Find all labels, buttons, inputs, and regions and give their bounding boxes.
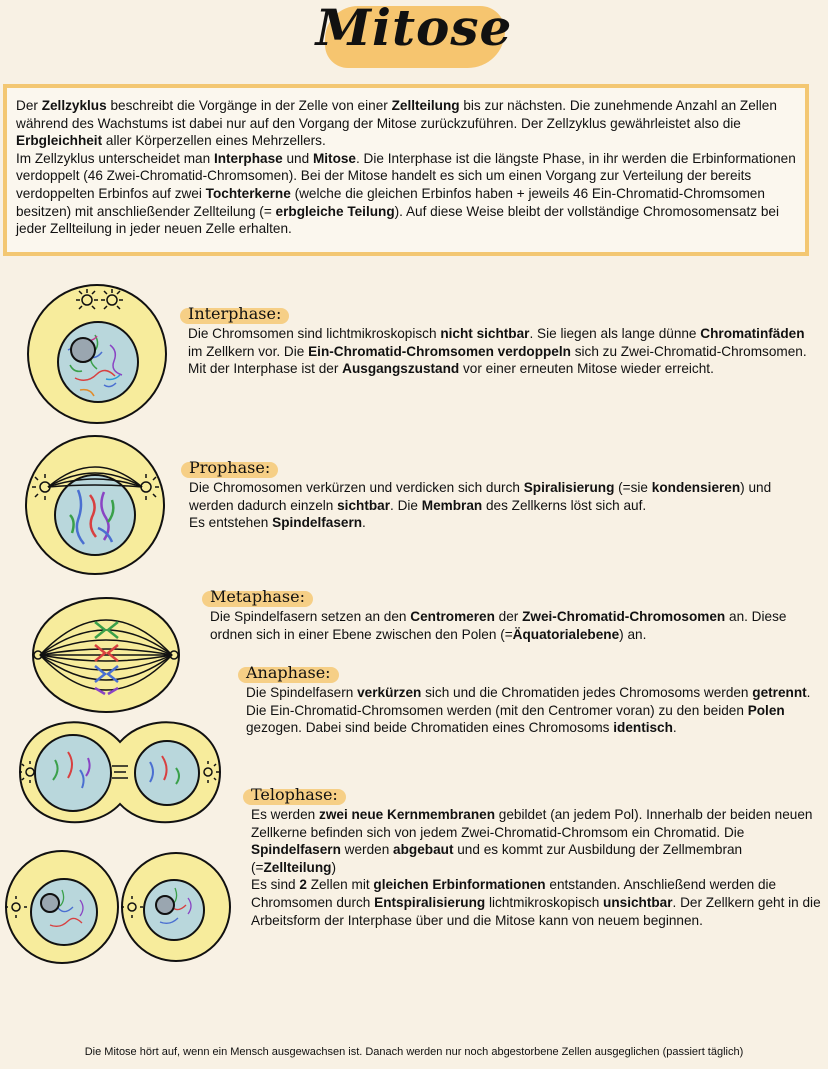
bold-term: kondensieren [651,480,741,495]
interphase-text: Die Chromsomen sind lichtmikroskopisch nicht sichtbar. Sie liegen als lange dünne Chromatinfäden im Zellkern vor. Die Ein-Chromatid-Chromsomen verdoppeln sich zu Zwei-Chromatid-Chromsomen. Mit der Interphase ist der Ausgangszustand vor einer erneuten Mitose wieder erreicht. [188,326,807,377]
bold-term: Interphase [213,150,283,166]
metaphase-text: Die Spindelfasern setzen an den Centromeren der Zwei-Chromatid-Chromosomen an. Diese ordnen sich in einer Ebene zwischen den Polen (=Äquatorialebene) an. [210,609,787,642]
bold-term: Centromeren [410,609,495,624]
telophase-dividing-cell-illustration [19,722,220,822]
bold-term: Mitose [312,150,356,166]
bold-term: gleichen Erbinformationen [373,877,546,893]
bold-term: Spindelfasern [251,842,341,858]
interphase-section [188,304,808,378]
bold-term: Ausgangszustand [342,361,460,377]
interphase-heading: Interphase: [184,304,287,324]
bold-term: Zellteilung [263,859,332,875]
bold-term: Polen [747,702,785,718]
interphase-cell-illustration [28,285,166,423]
telophase-section [251,785,821,929]
bold-term: nicht sichtbar [440,326,530,341]
bold-term: sichtbar [337,497,391,513]
metaphase-heading: Metaphase: [206,587,311,607]
bold-term: identisch [613,720,673,736]
bold-term: Entspiralisierung [374,894,486,910]
bold-term: Zellzyklus [41,98,107,113]
prophase-text: Die Chromosomen verkürzen und verdicken sich durch Spiralisierung (=sie kondensieren) und werden dadurch einzeln sichtbar. Die Membran des Zellkerns löst sich auf. [189,480,772,513]
bold-term: unsichtbar [603,894,673,910]
bold-term: Spindelfasern [272,515,363,531]
anaphase-text: Die Spindelfasern verkürzen sich und die Chromatiden jedes Chromosoms werden getrennt. Die Ein-Chromatid-Chromsomen werden (mit den Centromer voran) zu den beiden Polen gezogen. Dabei sind beide Chromatiden eines Chromosoms identisch. [246,685,811,736]
bold-term: Ein-Chromatid-Chromsomen verdoppeln [308,343,571,359]
page-title: Mitose [315,0,513,57]
metaphase-cell-illustration [33,598,179,712]
bold-term: Zellteilung [391,98,460,113]
bold-term: erbgleiche Teilung [275,203,395,219]
prophase-heading: Prophase: [185,458,276,478]
intro-paragraph-1: Der Zellzyklus beschreibt die Vorgänge in der Zelle von einer Zellteilung bis zur nächsten. Die zunehmende Anzahl an Zellen während des Wachstums ist dabei nur auf den Vorgang der Mitose zurückzuführen. Der Zellzyklus gewährleistet also die Erbgleichheit aller Körperzellen eines Mehrzellers. [16,98,777,149]
bold-term: 2 [299,877,307,893]
prophase-cell-illustration [26,436,164,574]
bold-term: Erbgleichheit [16,133,103,149]
bold-term: Tochterkerne [205,185,291,201]
anaphase-heading: Anaphase: [242,663,337,683]
anaphase-section [246,663,812,737]
prophase-text-2: Es entstehen Spindelfasern. [189,515,366,531]
bold-term: getrennt [752,685,807,700]
bold-term: verkürzen [357,685,422,700]
bold-term: abgebaut [393,842,454,858]
metaphase-section [210,587,824,643]
daughter-cells-illustration [5,851,230,963]
bold-term: Spiralisierung [523,480,615,495]
telophase-heading: Telophase: [247,785,344,805]
bold-term: Zwei-Chromatid-Chromosomen [522,609,726,624]
intro-paragraph-2: Im Zellzyklus unterscheidet man Interphase und Mitose. Die Interphase ist die längste Phase, in ihr werden die Erbinformationen verdoppelt (46 Zwei-Chromatid-Chromsomen). Bei der Mitose handelt es sich um einen Vorgang zur Verteilung der bereits verdoppelten Erbinfos auf zwei Tochterkerne (welche die gleichen Erbinfos haben + jeweils 46 Ein-Chromatid-Chromsomen besitzen) mit anschließender Zellteilung (= erbgleiche Teilung). Auf diese Weise bleibt der vollständige Chromosomensatz bei jeder Zellteilung in jeder neuen Zelle erhalten. [16,150,796,237]
telophase-text: Es werden zwei neue Kernmembranen gebildet (an jedem Pol). Innerhalb der beiden neuen Zellkerne befinden sich von jedem Zwei-Chromatid-Chromsom ein Chromatid. Die Spindelfasern werden abgebaut und es kommt zur Ausbildung der Zellmembran (=Zellteilung) [251,807,813,875]
bold-term: Membran [421,497,483,513]
footer-note: Die Mitose hört auf, wenn ein Mensch ausgewachsen ist. Danach werden nur noch abgestorbene Zellen ausgeglichen (passiert täglich) [84,1046,744,1058]
bold-term: zwei neue Kernmembranen [319,807,496,822]
telophase-text-2: Es sind 2 Zellen mit gleichen Erbinformationen entstanden. Anschließend werden die Chromsomen durch Entspiralisierung lichtmikroskopisch unsichtbar. Der Zellkern geht in die Arbeitsform der Interphase über und die Mitose kann von neuem beginnen. [251,877,821,928]
bold-term: Chromatinfäden [700,326,805,341]
bold-term: Äquatorialebene [512,626,620,642]
prophase-section [189,458,799,532]
